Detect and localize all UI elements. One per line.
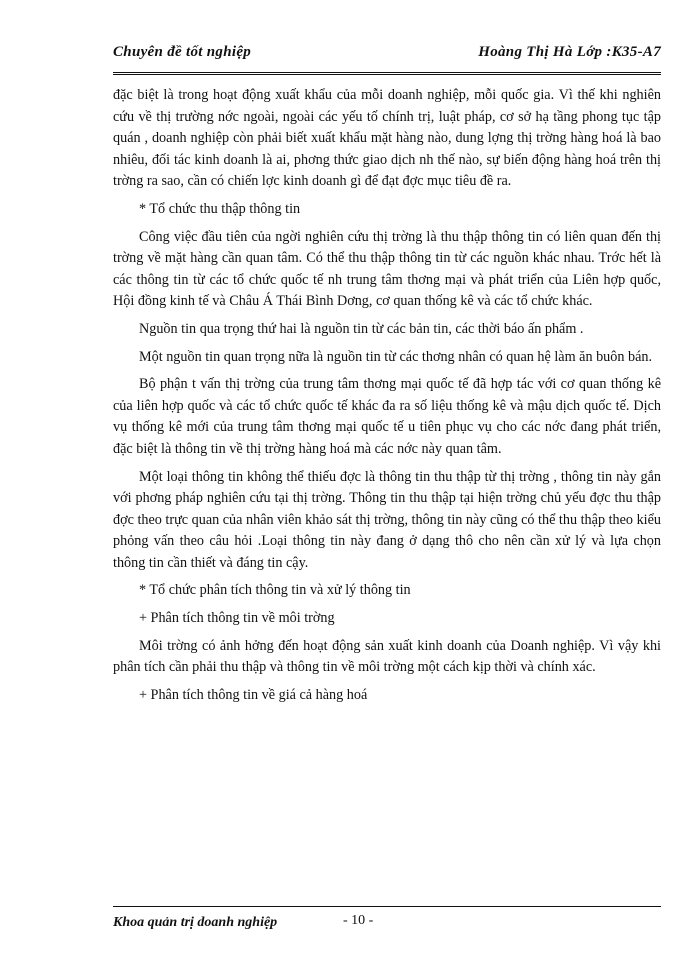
page-header	[113, 42, 661, 75]
paragraph: đặc biệt là trong hoạt động xuất khẩu của mỗi doanh nghiệp, mỗi quốc gia. Vì thế khi nghiên cứu về thị trường nớc ngoài, ngoài các yếu tố chính trị, luật pháp, cơ sở hạ tầng phong tục tập quán , doanh nghiệp còn phải biết xuất khẩu mặt hàng nào, dung lợng thị trờng hàng hoá là bao nhiêu, đối tác kinh doanh là ai, phơng thức giao dịch nh thế nào, sự biến động hàng hoá trên thị trờng ra sao, cần có chiến lợc kinh doanh gì để đạt đợc mục tiêu đề ra.	[113, 87, 661, 190]
header-author-class: Hoàng Thị Hà Lớp :K35-A7	[478, 44, 661, 60]
paragraph: Bộ phận t vấn thị trờng của trung tâm thơng mại quốc tế đã hợp tác với cơ quan thống kê của liên hợp quốc và các tổ chức quốc tế khác đa ra số liệu thống kê và mậu dịch quốc tế. Dịch vụ thống kê mới của trung tâm thơng mại quốc tế u tiên phục vụ cho các nớc đang phát triển, đặc biệt là thông tin về thị trờng hàng hoá mà các nớc này quan tâm.	[113, 376, 661, 457]
paragraph: Nguồn tin qua trọng thứ hai là nguồn tin từ các bản tin, các thời báo ấn phẩm .	[139, 320, 584, 337]
footer-department: Khoa quản trị doanh nghiệp	[113, 915, 278, 930]
paragraph: Công việc đầu tiên của ngời nghiên cứu thị trờng là thu thập thông tin có liên quan đến thị trờng về mặt hàng cần quan tâm. Có thể thu thập thông tin từ các nguồn khác nhau. Trớc hết là các thông tin từ các tổ chức quốc tế nh trung tâm thơng mại và phát triển của Liên hợp quốc, Hội đồng kinh tế và Châu Á Thái Bình Dơng, cơ quan thống kê và các tổ chức khác.	[113, 228, 661, 310]
page-number: - 10 -	[343, 913, 374, 928]
document-body	[113, 85, 661, 706]
section-heading: * Tổ chức thu thập thông tin	[139, 200, 301, 217]
paragraph: Một loại thông tin không thể thiếu đợc là thông tin thu thập từ thị trờng , thông tin này gắn với phơng pháp nghiên cứu tại thị trờng. Thông tin thu thập tại hiện trờng chủ yếu đợc thu thập đợc theo trực quan của nhân viên khảo sát thị trờng, thông tin này cũng có thể thu thập theo kiểu phỏng vấn theo câu hỏi .Loại thông tin này đang ở dạng thô cho nên cần xử lý và lựa chọn thông tin cần thiết và đáng tin cậy.	[113, 468, 661, 571]
subsection-heading: + Phân tích thông tin về môi trờng	[139, 610, 335, 627]
subsection-heading: + Phân tích thông tin về giá cả hàng hoá	[139, 686, 368, 703]
section-heading: * Tổ chức phân tích thông tin và xử lý thông tin	[139, 582, 411, 599]
paragraph: Một nguồn tin quan trọng nữa là nguồn tin từ các thơng nhân có quan hệ làm ăn buôn bán.	[139, 348, 653, 365]
header-document-title: Chuyên đề tốt nghiệp	[113, 44, 252, 60]
paragraph: Môi trờng có ảnh hởng đến hoạt động sản xuất kinh doanh của Doanh nghiệp. Vì vậy khi phân tích cần phải thu thập và thông tin về môi trờng một cách kịp thời và chính xác.	[113, 637, 661, 676]
page-footer	[113, 906, 661, 937]
